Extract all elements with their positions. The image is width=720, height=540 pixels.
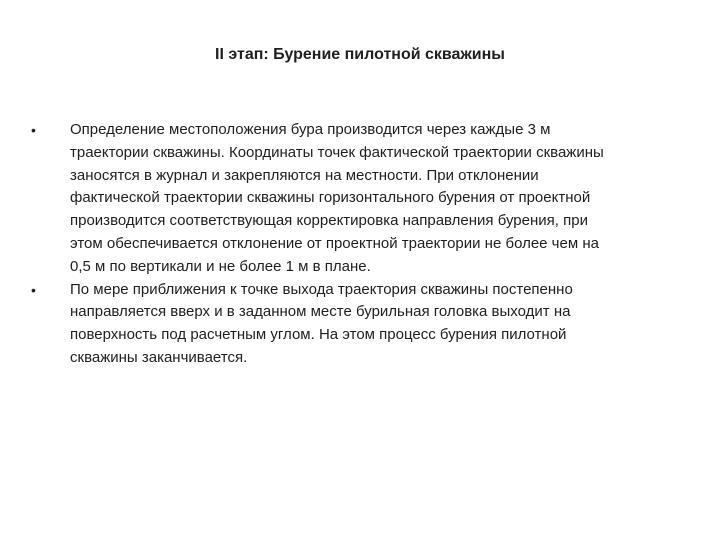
- bullet-icon: •: [31, 122, 36, 138]
- bullet-text: Определение местоположения бура производится через каждые 3 м траектории скважины. Координаты точек фактической траектории скважины заносятся в журнал и закрепляются на местности. При отклонении фактической траектории скважины горизонтального бурения от проектной производится соответствующая корректировка направления бурения, при этом обеспечивается отклонение от проектной траектории не более чем на 0,5 м по вертикали и не более 1 м в плане.: [70, 121, 604, 275]
- bullet-text: По мере приближения к точке выхода траектория скважины постепенно направляется вверх и в заданном месте бурильная головка выходит на поверхность под расчетным углом. На этом процесс бурения пилотной скважины заканчивается.: [70, 280, 573, 366]
- bullet-list: [28, 119, 668, 370]
- bullet-item-exit: [28, 279, 668, 370]
- bullet-icon: •: [31, 281, 36, 298]
- slide-title: II этап: Бурение пилотной скважины: [215, 46, 505, 63]
- bullet-item-location: [28, 119, 668, 279]
